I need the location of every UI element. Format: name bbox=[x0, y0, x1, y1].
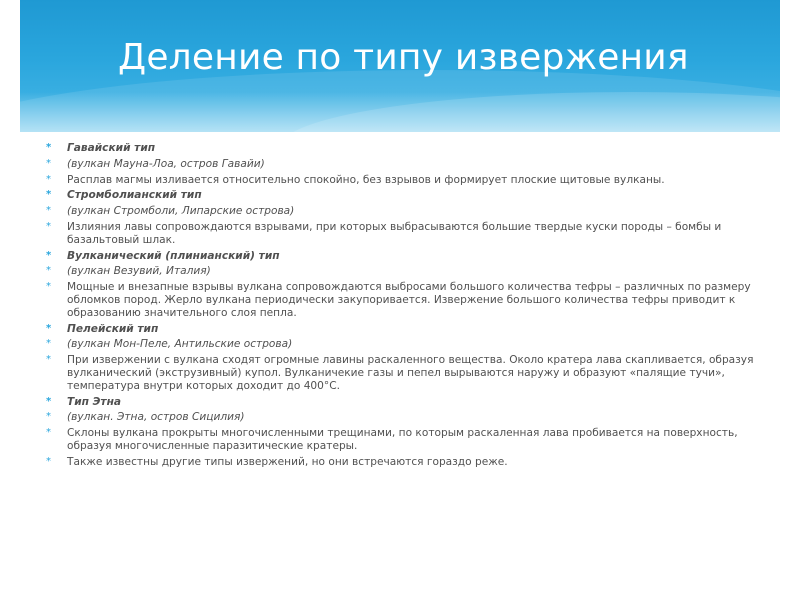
list-item-text: (вулкан Мон-Пеле, Антильские острова) bbox=[67, 338, 293, 351]
bullet-icon: * bbox=[46, 205, 51, 217]
list-item-text: Тип Этна bbox=[67, 395, 122, 408]
list-item bbox=[46, 142, 766, 155]
slide-title: Деление по типу извержения bbox=[118, 37, 689, 78]
list-item-text: Пелейский тип bbox=[67, 322, 159, 335]
list-item-text: (вулкан Везувий, Италия) bbox=[67, 265, 211, 278]
list-item-text: (вулкан Стромболи, Липарские острова) bbox=[67, 205, 295, 218]
bullet-icon: * bbox=[46, 173, 51, 185]
list-item bbox=[46, 354, 766, 392]
bullet-icon: * bbox=[46, 322, 52, 334]
bullet-icon: * bbox=[46, 249, 52, 261]
bullet-list bbox=[46, 142, 766, 472]
bullet-icon: * bbox=[46, 455, 51, 467]
list-item bbox=[46, 174, 766, 187]
list-item-text: Расплав магмы изливается относительно спокойно, без взрывов и формирует плоские щитовые вулканы. bbox=[67, 173, 665, 186]
list-item-text: Склоны вулкана прокрыты многочисленными трещинами, по которым раскаленная лава пробивается на поверхность, образуя многочисленные паразитические кратеры. bbox=[67, 427, 738, 452]
list-item bbox=[46, 189, 766, 202]
list-item-text: (вулкан Мауна-Лоа, остров Гавайи) bbox=[67, 157, 265, 170]
bullet-icon: * bbox=[46, 395, 52, 407]
list-item-text: Вулканический (плинианский) тип bbox=[67, 249, 280, 262]
list-item-text: Мощные и внезапные взрывы вулкана сопровождаются выбросами большого количества тефры – различных по размеру обломков пород. Жерло вулкана периодически закупоривается. Извержение большого количества тефры приводит к образованию значительного слоя пепла. bbox=[67, 281, 751, 319]
bullet-icon: * bbox=[46, 157, 51, 169]
list-item bbox=[46, 456, 766, 469]
list-item bbox=[46, 323, 766, 336]
list-item-text: Излияния лавы сопровождаются взрывами, при которых выбрасываются большие твердые куски породы – бомбы и базальтовый шлак. bbox=[67, 220, 722, 246]
list-item bbox=[46, 158, 766, 171]
list-item-text: Также известны другие типы извержений, но они встречаются гораздо реже. bbox=[67, 455, 508, 468]
list-item bbox=[46, 265, 766, 278]
list-item bbox=[46, 221, 766, 247]
bullet-icon: * bbox=[46, 142, 52, 153]
list-item bbox=[46, 338, 766, 351]
list-item bbox=[46, 411, 766, 424]
banner-fade bbox=[20, 92, 780, 132]
list-item bbox=[46, 427, 766, 453]
list-item bbox=[46, 205, 766, 218]
bullet-icon: * bbox=[46, 281, 51, 293]
bullet-icon: * bbox=[46, 189, 52, 201]
bullet-icon: * bbox=[46, 265, 51, 277]
list-item-text: При извержении с вулкана сходят огромные лавины раскаленного вещества. Около кратера лава скапливается, образуя вулканический (экструзивный) купол. Вулканичекие газы и пепел вырываются наружу и образуют «палящие тучи», температура внутри которых доходит до 400°С. bbox=[67, 354, 754, 392]
list-item-text: Гавайский тип bbox=[67, 142, 156, 154]
list-item-text: Стромболианский тип bbox=[67, 189, 202, 202]
list-item bbox=[46, 281, 766, 319]
bullet-icon: * bbox=[46, 220, 51, 232]
list-item-text: (вулкан. Этна, остров Сицилия) bbox=[67, 411, 245, 424]
list-item bbox=[46, 250, 766, 263]
bullet-icon: * bbox=[46, 338, 51, 350]
bullet-icon: * bbox=[46, 354, 51, 366]
list-item bbox=[46, 396, 766, 409]
bullet-icon: * bbox=[46, 411, 51, 423]
bullet-icon: * bbox=[46, 427, 51, 439]
